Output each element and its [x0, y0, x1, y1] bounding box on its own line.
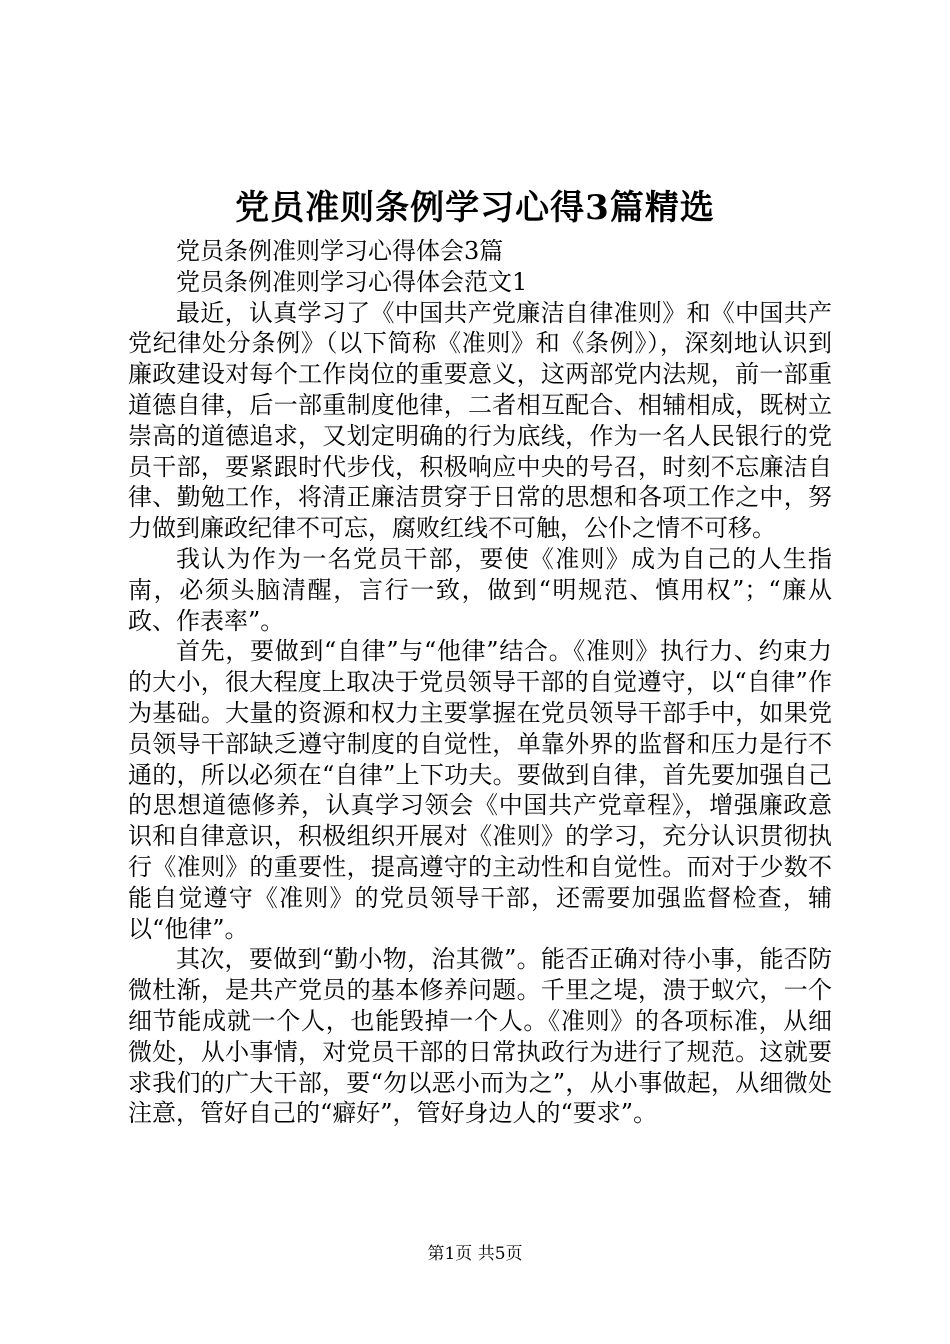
document-title: 党员准则条例学习心得3篇精选 [235, 188, 715, 228]
body-paragraph: 我认为作为一名党员干部，要使《准则》成为自己的人生指南，必须头脑清醒，言行一致，做到“明规范、慎用权”；“廉从政、作表率”。 [128, 544, 832, 635]
body-paragraph: 首先，要做到“自律”与“他律”结合。《准则》执行力、约束力的大小，很大程度上取决于党员领导干部的自觉遵守，以“自律”作为基础。大量的资源和权力主要掌握在党员领导干部手中，如果党员领导干部缺乏遵守制度的自觉性，单靠外界的监督和压力是行不通的，所以必须在“自律”上下功夫。要做到自律，首先要加强自己的思想道德修养，认真学习领会《中国共产党章程》，增强廉政意识和自律意识，积极组织开展对《准则》的学习，充分认识贯彻执行《准则》的重要性，提高遵守的主动性和自觉性。而对于少数不能自觉遵守《准则》的党员领导干部，还需要加强监督检查，辅以“他律”。 [128, 637, 832, 943]
subtitle-paragraph: 党员条例准则学习心得体会3篇 [176, 237, 504, 265]
document-body [128, 236, 832, 1129]
body-paragraph: 其次，要做到“勤小物，治其微”。能否正确对待小事，能否防微杜渐，是共产党员的基本修养问题。千里之堤，溃于蚁穴，一个细节能成就一个人，也能毁掉一个人。《准则》的各项标准，从细微处，从小事情，对党员干部的日常执政行为进行了规范。这就要求我们的广大干部，要“勿以恶小而为之”，从小事做起，从细微处注意，管好自己的“癖好”，管好身边人的“要求”。 [128, 945, 832, 1128]
section-heading-paragraph: 党员条例准则学习心得体会范文1 [176, 267, 528, 296]
page-number-footer: 第1页 共5页 [427, 1244, 523, 1264]
body-paragraph: 最近，认真学习了《中国共产党廉洁自律准则》和《中国共产党纪律处分条例》（以下简称《准则》和《条例》），深刻地认识到廉政建设对每个工作岗位的重要意义，这两部党内法规，前一部重道德自律，后一部重制度他律，二者相互配合、相辅相成，既树立崇高的道德追求，又划定明确的行为底线，作为一名人民银行的党员干部，要紧跟时代步伐，积极响应中央的号召，时刻不忘廉洁自律、勤勉工作，将清正廉洁贯穿于日常的思想和各项工作之中，努力做到廉政纪律不可忘，腐败红线不可触，公仆之情不可移。 [128, 298, 832, 543]
